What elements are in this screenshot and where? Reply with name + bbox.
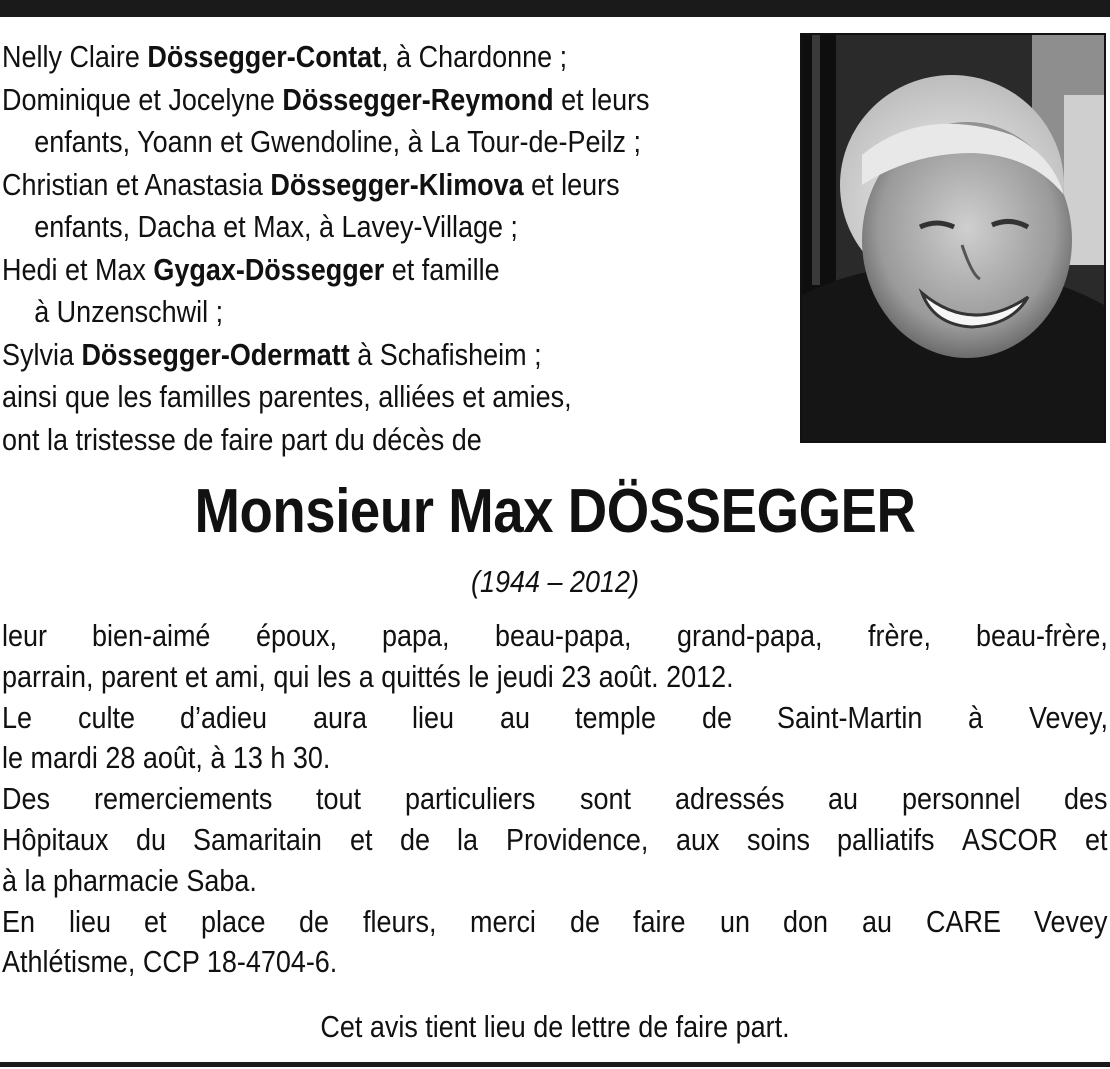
family-names: Christian et Anastasia	[2, 166, 271, 202]
body-word: place	[200, 903, 266, 939]
family-place: , à Chardonne ;	[381, 39, 568, 74]
body-word: bien-aimé	[92, 618, 211, 653]
bottom-rule	[0, 1062, 1110, 1067]
body-word: d’adieu	[180, 699, 268, 735]
family-line-4	[2, 164, 689, 207]
body-word: Saint-Martin	[777, 699, 923, 735]
body-word: de	[701, 699, 732, 735]
body-text: parrain, parent et ami, qui les a quittés le jeudi 23 août. 2012.	[2, 658, 734, 694]
body-line	[2, 779, 1108, 820]
family-suffix: et famille	[384, 251, 500, 287]
body-word: Des	[2, 781, 50, 817]
body-word: au	[499, 699, 530, 735]
body-word: et	[349, 821, 373, 857]
body-line	[2, 657, 1108, 698]
family-line-2	[2, 79, 689, 122]
body-word: la	[457, 821, 479, 857]
body-word: un	[719, 903, 750, 939]
body-word: Vevey,	[1029, 699, 1108, 735]
body-word: époux,	[256, 618, 338, 653]
family-names: Sylvia	[2, 336, 82, 372]
family-names: Hedi et Max	[2, 251, 154, 287]
family-suffix: et leurs	[553, 81, 650, 117]
family-line-7: à Unzenschwil ;	[34, 294, 224, 329]
family-line-3: enfants, Yoann et Gwendoline, à La Tour-de-Peilz ;	[34, 124, 641, 159]
body-word: don	[783, 903, 829, 939]
body-line	[2, 738, 1108, 779]
family-names: Dominique et Jocelyne	[2, 81, 283, 117]
body-text: le mardi 28 août, à 13 h 30.	[2, 740, 331, 776]
top-rule	[0, 0, 1110, 17]
body-word: au	[828, 781, 859, 817]
body-word: grand-papa,	[676, 618, 823, 653]
body-word: personnel	[902, 781, 1021, 817]
family-line-6	[2, 249, 689, 292]
body-word: à	[968, 699, 984, 735]
family-line-5: enfants, Dacha et Max, à Lavey-Village ;	[34, 209, 518, 244]
deceased-name: Monsieur Max DÖSSEGGER	[194, 477, 916, 546]
family-surname: Dössegger-Contat	[147, 39, 382, 74]
body-word: et	[1085, 821, 1108, 857]
body-word: beau-frère,	[976, 618, 1108, 653]
body-word: sont	[579, 781, 631, 817]
body-word: faire	[633, 903, 686, 939]
body-word: leur	[2, 618, 47, 653]
family-suffix: et leurs	[523, 166, 620, 202]
body-word: particuliers	[405, 781, 536, 817]
body-word: ASCOR	[961, 821, 1058, 857]
body-word: papa,	[382, 618, 450, 653]
body-word: merci	[469, 903, 536, 939]
body-word: En	[2, 903, 35, 939]
closing-note: Cet avis tient lieu de lettre de faire part.	[320, 1009, 790, 1044]
body-word: soins	[746, 821, 810, 857]
body-text: à la pharmacie Saba.	[2, 862, 257, 898]
body-word: remerciements	[93, 781, 273, 817]
family-surname: Gygax-Dössegger	[153, 251, 385, 287]
family-list	[2, 36, 689, 461]
body-word: Vevey	[1034, 903, 1108, 939]
body-word: temple	[575, 699, 657, 735]
body-word: du	[135, 821, 166, 857]
body-word: adressés	[674, 781, 785, 817]
body-word: de	[569, 903, 600, 939]
body-word: Hôpitaux	[2, 821, 109, 857]
body-word: des	[1064, 781, 1108, 817]
family-line-8	[2, 334, 689, 377]
body-word: de	[298, 903, 329, 939]
body-word: aux	[675, 821, 720, 857]
portrait-image	[802, 35, 1104, 441]
family-names: Nelly Claire	[2, 39, 148, 74]
body-line	[2, 902, 1108, 943]
family-line-1	[2, 36, 689, 79]
body-word: culte	[77, 699, 135, 735]
body-text: Athlétisme, CCP 18-4704-6.	[2, 944, 338, 980]
body-word: fleurs,	[362, 903, 437, 939]
family-place: à Schafisheim ;	[349, 336, 542, 372]
announcement-body	[2, 616, 1108, 983]
body-word: Le	[2, 699, 33, 735]
body-line	[2, 616, 1108, 657]
body-line	[2, 820, 1108, 861]
body-word: palliatifs	[837, 821, 935, 857]
body-word: lieu	[412, 699, 455, 735]
family-line-10: ont la tristesse de faire part du décès de	[2, 421, 482, 457]
family-surname: Dössegger-Klimova	[270, 166, 524, 202]
body-word: tout	[316, 781, 362, 817]
body-word: CARE	[925, 903, 1001, 939]
body-line	[2, 698, 1108, 739]
body-word: au	[862, 903, 893, 939]
body-word: lieu	[68, 903, 111, 939]
portrait-photo	[800, 33, 1106, 443]
body-word: de	[399, 821, 430, 857]
body-word: et	[144, 903, 167, 939]
body-word: beau-papa,	[495, 618, 632, 653]
family-surname: Dössegger-Reymond	[282, 81, 554, 117]
family-line-9: ainsi que les familles parentes, alliées et amies,	[2, 379, 572, 414]
body-word: frère,	[867, 618, 931, 653]
body-line	[2, 942, 1108, 983]
deceased-dates: (1944 – 2012)	[471, 564, 639, 599]
family-surname: Dössegger-Odermatt	[81, 336, 350, 372]
body-word: aura	[312, 699, 367, 735]
body-word: Providence,	[505, 821, 649, 857]
body-line	[2, 861, 1108, 902]
body-word: Samaritain	[193, 821, 323, 857]
